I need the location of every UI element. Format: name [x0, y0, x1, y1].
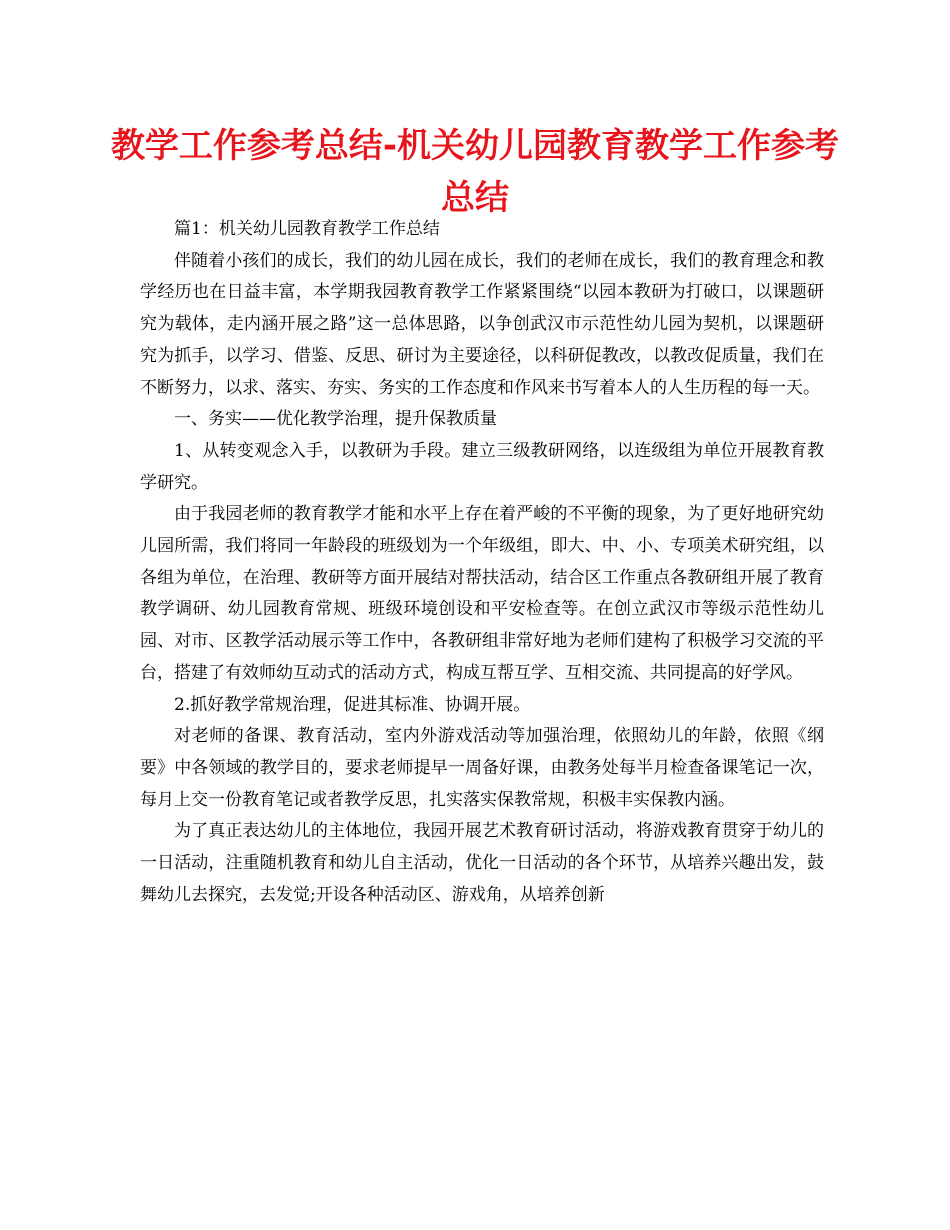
document-title: 教学工作参考总结-机关幼儿园教育教学工作参考总结	[110, 126, 840, 218]
paragraph-art-education: 为了真正表达幼儿的主体地位，我园开展艺术教育研讨活动，将游戏教育贯穿于幼儿的一日活动，注重随机教育和幼儿自主活动，优化一日活动的各个环节，从培养兴趣出发，鼓舞幼儿去探究，去发觉;开设各种活动区、游戏角，从培养创新	[140, 821, 824, 905]
section-heading-part1: 篇1：机关幼儿园教育教学工作总结	[174, 219, 440, 239]
paragraph-teaching-groups: 由于我园老师的教育教学才能和水平上存在着严峻的不平衡的现象，为了更好地研究幼儿园所需，我们将同一年龄段的班级划为一个年级组，即大、中、小、专项美术研究组，以各组为单位，在治理、教研等方面开展结对帮扶活动，结合区工作重点各教研组开展了教育教学调研、幼儿园教育常规、班级环境创设和平安检查等。在创立武汉市等级示范性幼儿园、对市、区教学活动展示等工作中，各教研组非常好地为老师们建构了积极学习交流的平台，搭建了有效师幼互动式的活动方式，构成互帮互学、互相交流、共同提高的好学风。	[140, 504, 824, 683]
paragraph-routine-management: 对老师的备课、教育活动，室内外游戏活动等加强治理，依照幼儿的年龄，依照《纲要》中各领域的教学目的，要求老师提早一周备好课，由教务处每半月检查备课笔记一次，每月上交一份教育笔记或者教学反思，扎实落实保教常规，积极丰实保教内涵。	[140, 726, 824, 810]
subheading-2: 2.抓好教学常规治理，促进其标准、协调开展。	[174, 694, 531, 715]
section-heading-1: 一、务实——优化教学治理，提升保教质量	[174, 409, 497, 430]
subheading-1: 1、从转变观念入手，以教研为手段。建立三级教研网络，以连级组为单位开展教育教学研究。	[140, 440, 824, 493]
paragraph-intro: 伴随着小孩们的成长，我们的幼儿园在成长，我们的老师在成长，我们的教育理念和教学经历也在日益丰富，本学期我园教育教学工作紧紧围绕“以园本教研为打破口，以课题研究为载体，走内涵开展之路”这一总体思路，以争创武汉市示范性幼儿园为契机，以课题研究为抓手，以学习、借鉴、反思、研讨为主要途径，以科研促教改，以教改促质量，我们在不断努力，以求、落实、夯实、务实的工作态度和作风来书写着本人的人生历程的每一天。	[140, 250, 824, 398]
document-body	[140, 214, 824, 911]
